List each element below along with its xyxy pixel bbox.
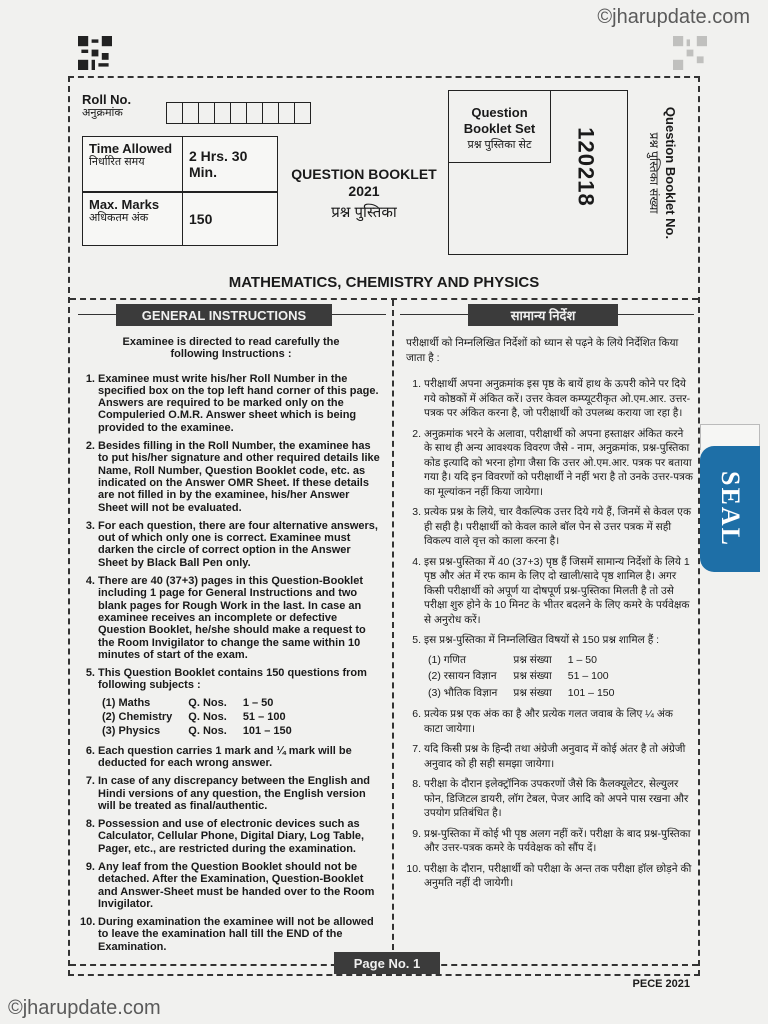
booklet-no-label-en: Question Booklet No. <box>663 106 679 240</box>
hindi-intro: परीक्षार्थी को निम्नलिखित निर्देशों को ध्यान से पढ़ने के लिये निर्देशित किया जाता है : <box>406 337 679 364</box>
rule <box>78 314 116 315</box>
set-label-line2: Booklet Set <box>463 121 536 136</box>
roll-cell[interactable] <box>230 102 247 124</box>
divider <box>70 298 698 300</box>
roll-cell[interactable] <box>166 102 183 124</box>
exam-code: PECE 2021 <box>632 978 690 990</box>
roll-cell[interactable] <box>246 102 263 124</box>
set-label-hi: प्रश्न पुस्तिका सेट <box>467 139 532 151</box>
page-number: Page No. 1 <box>334 952 440 974</box>
rule <box>332 314 386 315</box>
time-label-en: Time Allowed <box>89 141 173 156</box>
booklet-set-label <box>449 91 551 163</box>
watermark-top: ©jharupdate.com <box>597 6 750 28</box>
subjects-table <box>102 696 308 739</box>
roll-label-hi: अनुक्रमांक <box>82 107 123 119</box>
table-row: (1) Maths Q. Nos. 1 – 50 <box>102 696 274 709</box>
roll-cell[interactable] <box>294 102 311 124</box>
time-label-hi: निर्धारित समय <box>89 156 145 168</box>
roll-label-en: Roll No. <box>82 92 132 107</box>
instruction-item: 3. For each question, there are four alternative answers, out of which only one is correct. Examinee must darken the circle of correct option in the Answer Sheet by Black Ball Pen only. <box>85 519 378 569</box>
seal-label: SEAL <box>716 471 746 547</box>
seal-tab <box>700 446 760 572</box>
roll-cell[interactable] <box>198 102 215 124</box>
booklet-title <box>284 166 444 221</box>
hindi-instructions <box>406 336 694 897</box>
hindi-subjects-table <box>428 652 630 702</box>
hindi-instruction-item: 10. परीक्षा के दौरान, परीक्षार्थी को परीक्षा के अन्त तक परीक्षा हॉल छोड़ने की अनुमति नहीं दी जायेगी। <box>406 862 692 889</box>
hindi-instruction-item: 3. प्रत्येक प्रश्न के लिये, चार वैकल्पिक उत्तर दिये गये हैं, जिनमें से केवल एक ही सही है। परीक्षार्थी को केवल काले बॉल पेन से उत्तर पत्रक में सही विकल्प वाले वृत्त को काला करना है। <box>412 506 692 547</box>
instructions-intro: Examinee is directed to read carefully the following Instructions : <box>122 336 340 361</box>
instruction-item: 4. There are 40 (37+3) pages in this Question-Booklet including 1 page for General Instructions and two blank pages for Rough Work in the last. In case an examinee receives an incomplete or defective Question Booklet, he/she should make a request to the Room Invigilator to change the same within 10 minutes of start of the exam. <box>85 575 366 661</box>
instruction-item: 6. Each question carries 1 mark and ¼ mark will be deducted for each wrong answer. <box>85 744 352 769</box>
instruction-item: 2. Besides filling in the Roll Number, the examinee has to put his/her signature and other required details like Name, Roll Number, Question Booklet code, etc. as indicated on the Answer OMR Sheet. If these details are not filled in by the examinee, his/her Answer Sheet will not be evaluated. <box>85 440 380 514</box>
max-marks-box <box>82 192 278 246</box>
booklet-no-label-hi: प्रश्न पुस्तिका संख्या <box>647 132 662 214</box>
instruction-item: 5. This Question Booklet contains 150 questions from following subjects : <box>85 667 367 692</box>
set-label-line1: Question <box>471 105 528 120</box>
hindi-instruction-item: 9. प्रश्न-पुस्तिका में कोई भी पृष्ठ अलग नहीं करें। परीक्षा के बाद प्रश्न-पुस्तिका और उत्तर-पत्रक कमरे के पर्यवेक्षक को सौंप दें। <box>412 827 691 854</box>
time-value: 2 Hrs. 30 Min. <box>189 148 248 180</box>
hindi-instructions-heading: सामान्य निर्देश <box>468 304 618 326</box>
hindi-instruction-item: 5. इस प्रश्न-पुस्तिका में निम्नलिखित विषयों से 150 प्रश्न शामिल हैं : <box>412 634 660 646</box>
qr-code-icon <box>78 36 112 70</box>
table-row: (1) गणित प्रश्न संख्या 1 – 50 <box>428 653 597 666</box>
column-divider <box>392 300 394 960</box>
booklet-title-en: QUESTION BOOKLET <box>291 166 437 182</box>
qr-code-faded-icon <box>672 36 708 70</box>
instruction-item: 10. During examination the examinee will not be allowed to leave the examination hall till the END of the Examination. <box>80 916 374 953</box>
instruction-item: 9. Any leaf from the Question Booklet should not be detached. After the Examination, Question-Booklet and Answer-Sheet must be handed over to the Room Invigilator. <box>85 860 375 910</box>
booklet-year: 2021 <box>348 183 380 199</box>
hindi-instruction-item: 6. प्रत्येक प्रश्न एक अंक का है और प्रत्येक गलत जवाब के लिए ¼ अंक काटा जायेगा। <box>412 708 673 735</box>
instruction-item: 1. Examinee must write his/her Roll Number in the specified box on the top left hand corner of this page. Answers are required to be marked only on the Compuleried O.M.R. Answer sheet which is being provided to the examinee. <box>85 372 379 434</box>
roll-cell[interactable] <box>182 102 199 124</box>
instruction-item: 8. Possession and use of electronic devices such as Calculator, Cellular Phone, Digital Diary, Log Table, Pager, etc., are restricted during the examination. <box>85 818 365 855</box>
table-row: (3) भौतिक विज्ञान प्रश्न संख्या 101 – 150 <box>428 686 615 699</box>
hindi-instruction-item: 1. परीक्षार्थी अपना अनुक्रमांक इस पृष्ठ के बायें हाथ के ऊपरी कोने पर दिये गये कोष्ठकों में अंकित करें। उत्तर केवल कम्प्यूटरीकृत ओ.एम.आर. उत्तर-पत्रक पर अंकित करना है, जो परीक्षार्थी को उपलब्ध कराया जा रहा है। <box>412 378 691 419</box>
hindi-instruction-item: 2. अनुक्रमांक भरने के अलावा, परीक्षार्थी को अपना हस्ताक्षर अंकित करने के साथ ही अन्य आवश्यक विवरण जैसे - नाम, अनुक्रमांक, प्रश्न-पुस्तिका कोड इत्यादि को भरना होगा जैसा कि उत्तर ओ.एम.आर. पत्रक पर बताया गया है। यदि इन विवरणों को परीक्षार्थी ने नहीं भरा है तो उनके उत्तर-पत्रक का मूल्यांकन नहीं किया जायेगा। <box>412 427 693 498</box>
roll-no-label <box>82 92 166 128</box>
roll-cell[interactable] <box>278 102 295 124</box>
english-instructions <box>80 336 382 959</box>
question-booklet-cover <box>68 76 700 976</box>
hindi-instruction-item: 7. यदि किसी प्रश्न के हिन्दी तथा अंग्रेजी अनुवाद में कोई अंतर है तो अंग्रेजी अनुवाद को ही सही समझा जायेगा। <box>412 743 686 770</box>
table-row: (2) Chemistry Q. Nos. 51 – 100 <box>102 711 286 724</box>
marks-label-en: Max. Marks <box>89 197 160 212</box>
rule <box>618 314 694 315</box>
hindi-instruction-item: 4. इस प्रश्न-पुस्तिका में 40 (37+3) पृष्ठ हैं जिसमें सामान्य निर्देशों के लिये 1 पृष्ठ और अंत में रफ काम के लिए दो खाली/सादे पृष्ठ शामिल है। अगर किसी परीक्षार्थी को अपूर्ण या दोषपूर्ण प्रश्न-पुस्तिका मिलती है तो उसे परीक्षा शुरु होने के 10 मिनट के भीतर बदलने के लिए कमरे के पर्यवेक्षक से अनुरोध करें। <box>412 555 690 626</box>
watermark-bottom: ©jharupdate.com <box>8 997 161 1019</box>
booklet-number <box>550 92 622 242</box>
marks-value: 150 <box>189 211 213 227</box>
hindi-instruction-item: 8. परीक्षा के दौरान इलेक्ट्रॉनिक उपकरणों जैसे कि कैलक्यूलेटर, सेल्युलर फोन, डिजिटल डायरी, लॉग टेबल, पेजर आदि को अपने पास रखना और उपयोग प्रतिबंधित है। <box>412 778 689 819</box>
booklet-header <box>70 78 698 268</box>
roll-cell[interactable] <box>214 102 231 124</box>
marks-label-hi: अधिकतम अंक <box>89 212 149 224</box>
instruction-item: 7. In case of any discrepancy between the English and Hindi versions of any question, the English version will be treated as final/authentic. <box>85 775 371 812</box>
time-allowed-box <box>82 136 278 192</box>
booklet-title-hi: प्रश्न पुस्तिका <box>331 204 397 221</box>
roll-number-boxes[interactable] <box>166 102 310 124</box>
booklet-no-label <box>632 88 692 258</box>
table-row: (3) Physics Q. Nos. 101 – 150 <box>102 725 292 738</box>
table-row: (2) रसायन विज्ञान प्रश्न संख्या 51 – 100 <box>428 670 609 682</box>
roll-cell[interactable] <box>262 102 279 124</box>
booklet-number-text: 120218 <box>574 127 600 207</box>
subject-title: MATHEMATICS, CHEMISTRY AND PHYSICS <box>228 274 540 291</box>
general-instructions-heading: GENERAL INSTRUCTIONS <box>116 304 332 326</box>
rule <box>400 314 468 315</box>
